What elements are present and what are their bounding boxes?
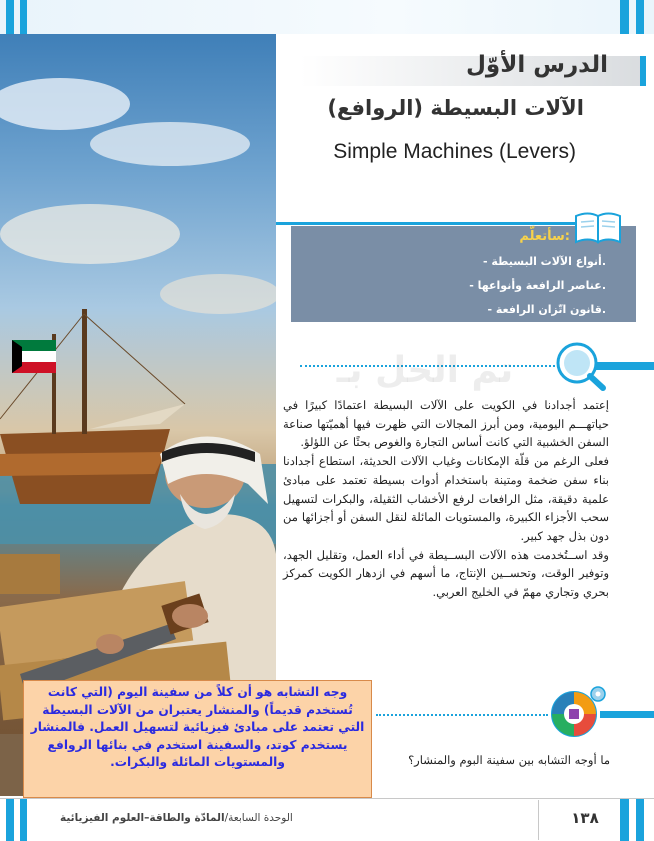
footer-unit-title: المادّة والطاقة–العلوم الفيزيائية [60,812,225,824]
top-decorative-band [0,0,654,34]
question-text: ما أوجه التشابه بين سفينة البوم والمنشار؟ [408,753,610,767]
list-item: - قانون اتّزان الرافعة. [487,303,606,316]
footer-stripe [620,799,629,841]
list-item: - عناصر الرافعة وأنواعها. [469,279,606,292]
list-item: - أنواع الآلات البسيطة. [482,255,606,268]
learning-objectives-list [306,250,606,322]
open-book-icon [572,208,624,246]
footer-unit-prefix: الوحدة السابعة/ [224,812,293,824]
question-divider-bar [600,711,654,718]
lesson-body-text [283,396,609,602]
footer-line [0,798,654,799]
watermark: تم الحل بـ [336,350,514,391]
title-bar-edge [640,56,646,86]
page-number-separator [538,800,539,840]
body-paragraph: وقد اســتُخدمت هذه الآلات البســيطة في أداء العمل، وتقليل الجهد، وتوفير الوقت، وتحســين الإنتاج، ما أسهم في ازدهار الكويت كمركز بحري وتجاري مهمّ في الخليج العربي. [283,547,609,600]
footer-stripe [636,799,644,841]
learn-accent-line [276,222,596,225]
learning-objectives-heading: سأتعلّم: [519,229,570,244]
body-paragraph: إعتمد أجدادنا في الكويت على الآلات البسيطة اعتمادًا كبيرًا في حياتهـــم اليومية، ومن أبرز المجالات التي ظهرت فيها أهميّتها صناعة السفن الخشبية التي كانت أساس التجارة والغوص بحثًا عن اللؤلؤ. [283,398,609,450]
lesson-title-english: Simple Machines (Levers) [333,140,576,163]
footer-stripe [6,799,14,841]
lesson-title-arabic: الآلات البسيطة (الروافع) [327,96,584,120]
answer-box: وجه التشابه هو أن كلاً من سفينة اليوم (التي كانت تُستخدم قديماً) والمنشار يعتبران من الآلات البسيطة التي تعتمد على مبادئ فيزيائية لتسهيل العمل. فالمنشار يستخدم كوتد، والسفينة استخدم في بنائها الروافع والمستويات المائلة والبكرات. [23,680,372,798]
top-stripe [636,0,644,34]
top-stripe [620,0,629,34]
body-paragraph: فعلى الرغم من قلّة الإمكانات وغياب الآلات الحديثة، استطاع أجدادنا بناء سفن ضخمة ومتينة باستخدام أدوات بسيطة تعتمد على مبادئ علمية دقيقة، مثل الرافعات لرفع الأخشاب الثقيلة، والبكرات لتسهيل سحب الأجزاء الكبيرة، والمستويات المائلة لنقل السفن أو أجزائها من دون بذل جهد كبير. [283,454,609,543]
top-stripe [20,0,27,34]
kuwait-flag [12,340,56,373]
lesson-label: الدرس الأوّل [465,52,608,78]
question-divider-dotted [376,714,548,716]
footer-stripe [20,799,27,841]
top-stripe [6,0,14,34]
magnifier-icon [553,341,609,391]
footer-unit-label [60,812,360,824]
page-number: ١٣٨ [571,809,599,827]
gears-icon [546,684,608,740]
